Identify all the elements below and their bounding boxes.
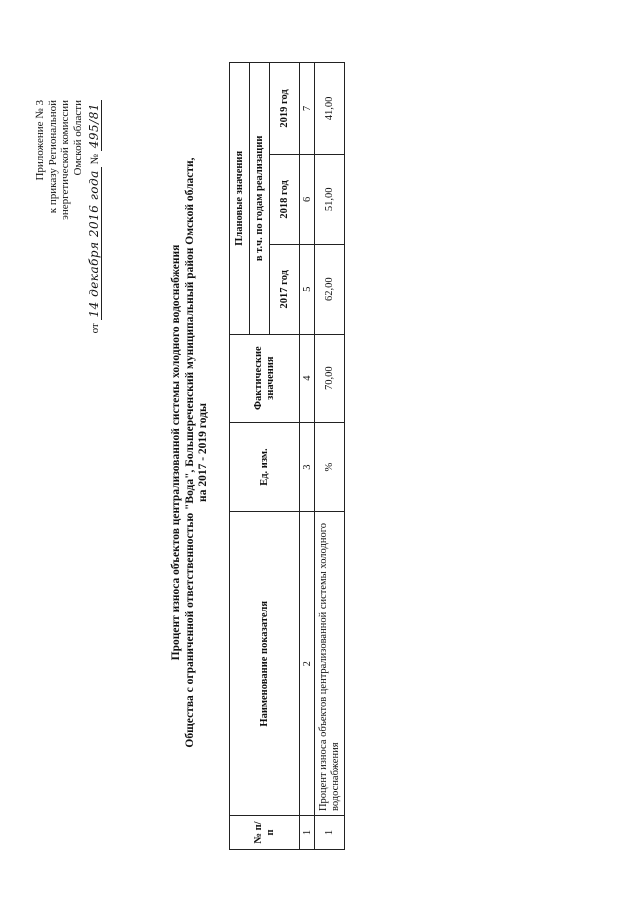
appendix-line-3: энергетической комиссии	[59, 100, 71, 220]
index-cell: 7	[300, 63, 315, 155]
index-cell: 6	[300, 154, 315, 244]
header-name: Наименование показателя	[230, 512, 300, 816]
index-cell: 2	[300, 512, 315, 816]
row-num: 1	[315, 816, 345, 850]
row-name: Процент износа объектов централизованной системы холодного водоснабжения	[315, 512, 345, 816]
header-2019: 2019 год	[270, 63, 300, 155]
index-cell: 4	[300, 334, 315, 422]
row-unit: %	[315, 422, 345, 512]
index-cell: 1	[300, 816, 315, 850]
index-cell: 3	[300, 422, 315, 512]
index-cell: 5	[300, 244, 315, 334]
handwritten-date: 14 декабря 2016 года	[87, 167, 102, 320]
header-num: № п/п	[230, 816, 300, 850]
row-2019: 41,00	[315, 63, 345, 155]
title-line-2: Общества с ограниченной ответственностью "Вода", Большереченский муниципальный район Омской области,	[183, 157, 196, 748]
table-row	[315, 63, 345, 850]
appendix-line-2: к приказу Региональной	[46, 100, 59, 214]
index-row	[300, 63, 315, 850]
title-line-3: на 2017 - 2019 годы	[197, 403, 209, 502]
appendix-block	[34, 100, 102, 333]
appendix-line-1: Приложение № 3	[34, 100, 46, 181]
number-label: №	[89, 153, 101, 165]
handwritten-number: 495/81	[87, 100, 102, 151]
header-by-years: в т.ч. по годам реализации	[250, 63, 270, 335]
indicators-table	[229, 62, 345, 850]
row-actual: 70,00	[315, 334, 345, 422]
appendix-line-4: Омской области	[71, 100, 84, 176]
row-2018: 51,00	[315, 154, 345, 244]
header-unit: Ед. изм.	[230, 422, 300, 512]
header-actual: Фактические значения	[230, 334, 300, 422]
header-planned: Плановые значения	[230, 63, 250, 335]
header-2018: 2018 год	[270, 154, 300, 244]
header-2017: 2017 год	[270, 244, 300, 334]
title-line-1: Процент износа объектов централизованной системы холодного водоснабжения	[170, 244, 182, 661]
header-row-1	[230, 63, 250, 850]
document-title	[170, 0, 211, 905]
row-2017: 62,00	[315, 244, 345, 334]
from-label: от	[89, 323, 101, 334]
order-reference	[88, 100, 102, 333]
